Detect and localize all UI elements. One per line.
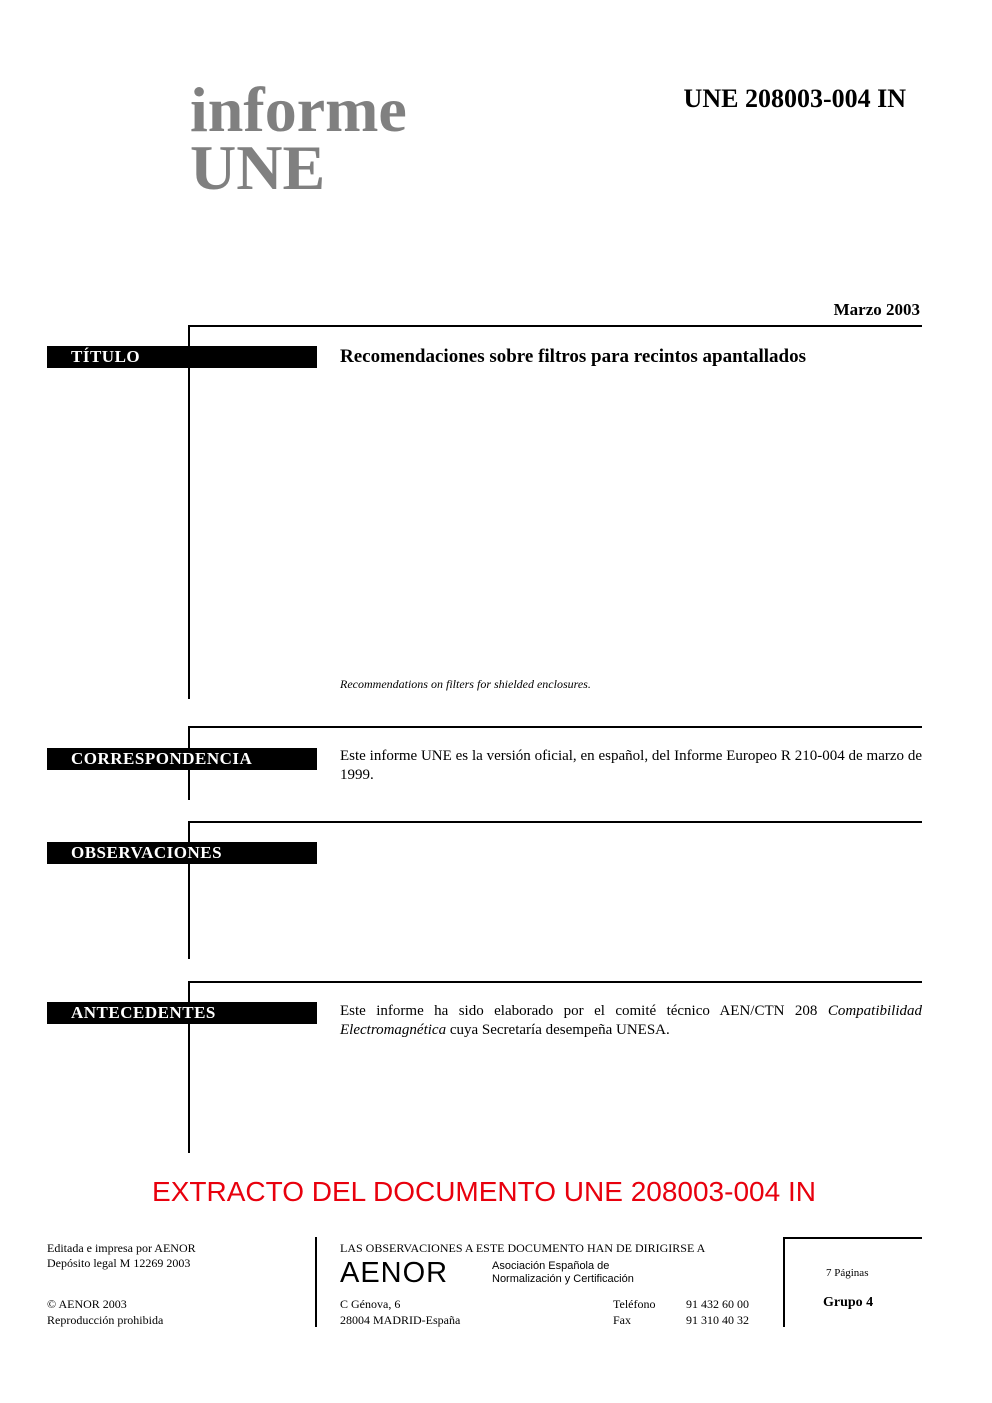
document-code: UNE 208003-004 IN xyxy=(683,84,906,113)
section-rule-titulo xyxy=(188,325,922,327)
antecedentes-committee-name: Compatibilidad Electromagnética xyxy=(340,1003,922,1038)
address-street: C Génova, 6 xyxy=(340,1297,401,1311)
footer-divider-left xyxy=(315,1237,317,1327)
org-name-line2: Normalización y Certificación xyxy=(492,1273,634,1285)
footer-box-top xyxy=(783,1237,922,1239)
address-city: 28004 MADRID-España xyxy=(340,1313,461,1327)
antecedentes-text xyxy=(340,1002,922,1040)
antecedentes-text-part2: cuya Secretaría desempeña UNESA. xyxy=(446,1022,670,1038)
logo-informe: informe xyxy=(190,74,407,145)
price-group: Grupo 4 xyxy=(823,1295,874,1310)
extract-banner: EXTRACTO DEL DOCUMENTO UNE 208003-004 IN xyxy=(152,1176,816,1207)
footer-notice: LAS OBSERVACIONES A ESTE DOCUMENTO HAN DE DIRIGIRSE A xyxy=(340,1241,706,1255)
footer-reproduction: Reproducción prohibida xyxy=(47,1313,164,1327)
section-rule-correspondencia xyxy=(188,726,922,728)
footer-edited: Editada e impresa por AENOR xyxy=(47,1241,196,1255)
section-rule-antecedentes xyxy=(188,981,922,983)
correspondencia-text: Este informe UNE es la versión oficial, en español, del Informe Europeo R 210-004 de marzo de 1999. xyxy=(340,748,922,783)
org-name-line1: Asociación Española de xyxy=(492,1260,610,1272)
fax-label: Fax xyxy=(613,1313,631,1327)
label-observaciones: OBSERVACIONES xyxy=(47,842,317,864)
title-english: Recommendations on filters for shielded enclosures. xyxy=(340,677,591,691)
logo-une: UNE xyxy=(190,132,326,203)
label-antecedentes: ANTECEDENTES xyxy=(47,1002,317,1024)
title-spanish: Recomendaciones sobre filtros para recintos apantallados xyxy=(340,346,807,367)
phone-number: 91 432 60 00 xyxy=(686,1297,749,1311)
antecedentes-text-part1: Este informe ha sido elaborado por el comité técnico AEN/CTN 208 xyxy=(340,1003,828,1019)
aenor-logo: AENOR xyxy=(340,1257,449,1289)
page-count: 7 Páginas xyxy=(826,1267,869,1279)
section-vrule-titulo xyxy=(188,325,190,699)
footer-copyright: © AENOR 2003 xyxy=(47,1297,127,1311)
footer-deposit: Depósito legal M 12269 2003 xyxy=(47,1256,191,1270)
publication-date: Marzo 2003 xyxy=(833,300,920,319)
footer-divider-right xyxy=(783,1237,785,1327)
phone-label: Teléfono xyxy=(613,1297,656,1311)
label-correspondencia: CORRESPONDENCIA xyxy=(47,748,317,770)
section-rule-observaciones xyxy=(188,821,922,823)
label-titulo: TÍTULO xyxy=(47,346,317,368)
fax-number: 91 310 40 32 xyxy=(686,1313,749,1327)
